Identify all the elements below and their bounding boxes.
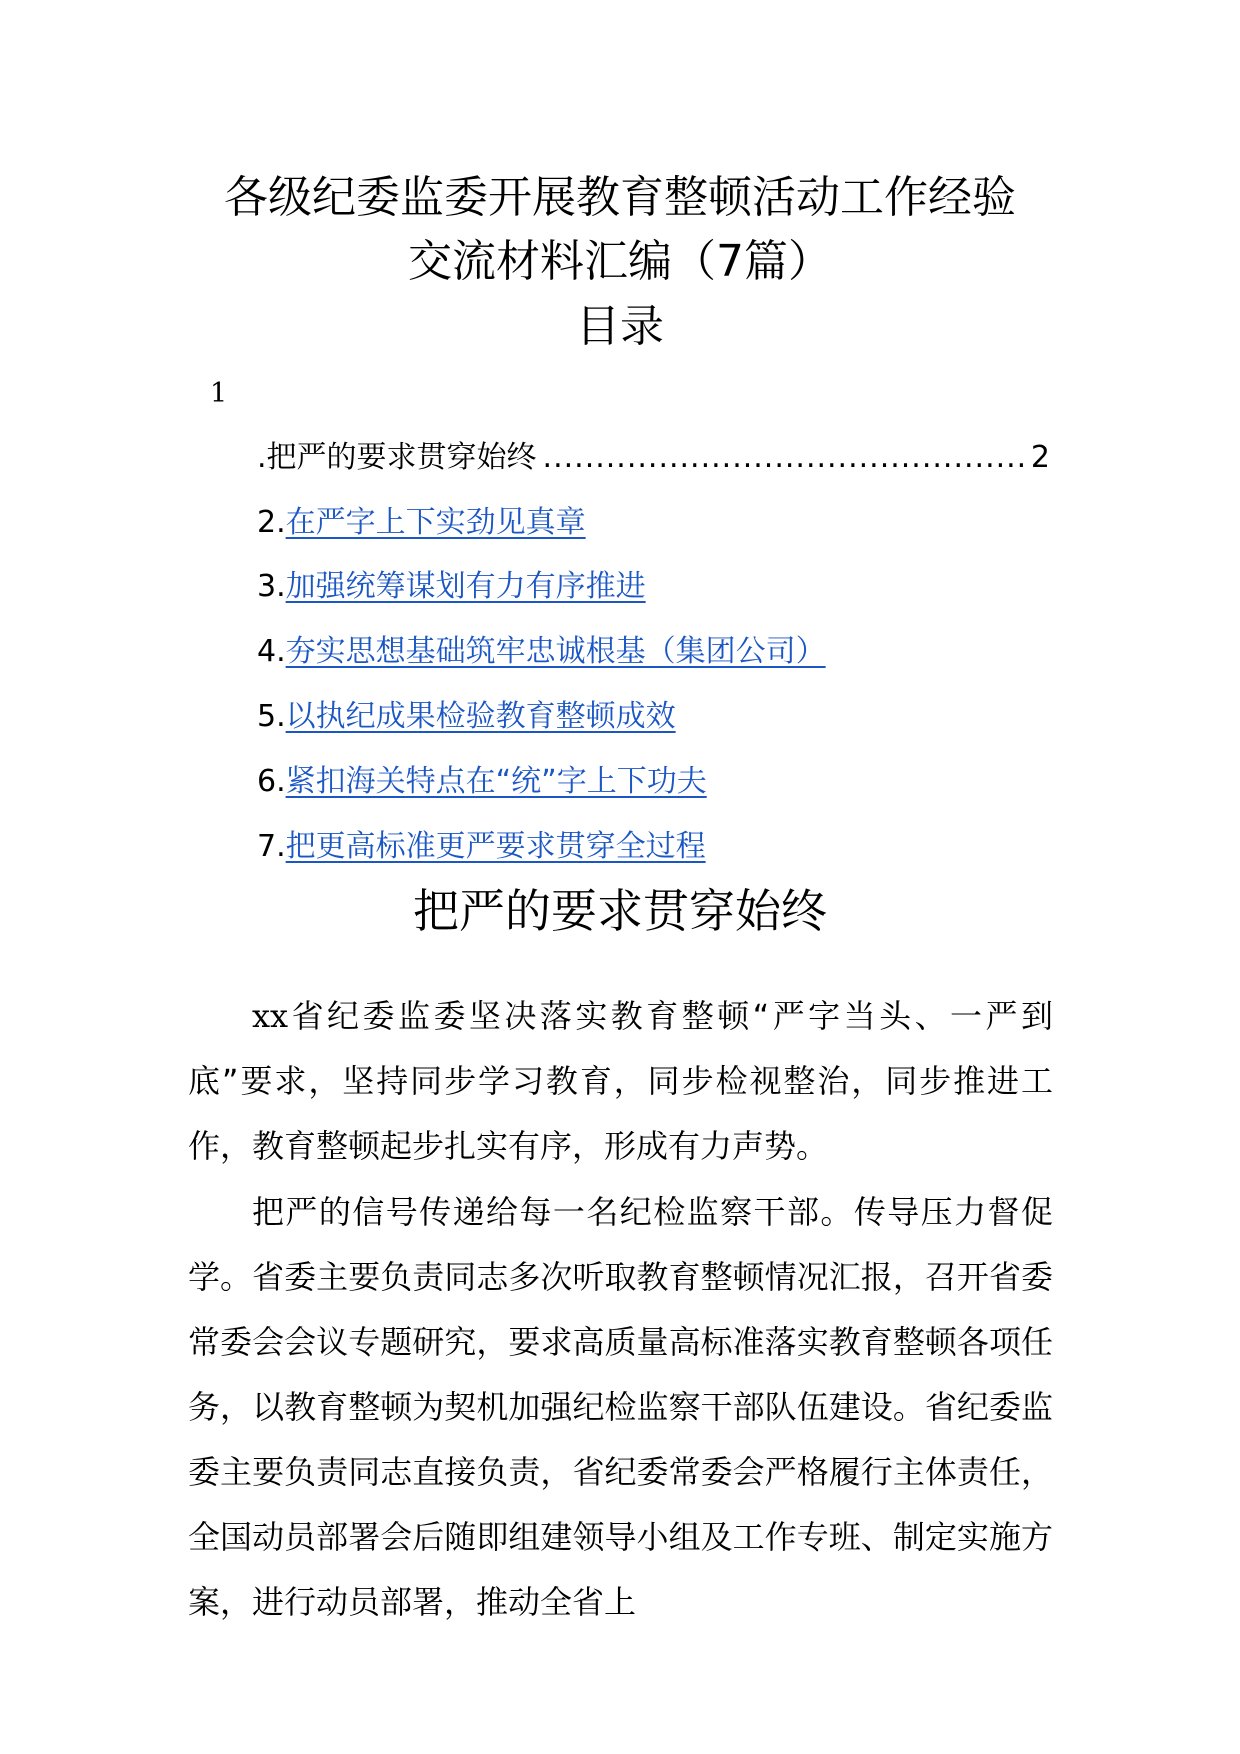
- document-title-line-1: 各级纪委监委开展教育整顿活动工作经验: [224, 172, 1016, 223]
- document-title-line-2: 交流材料汇编（7篇）: [408, 236, 832, 287]
- paragraph-prefix: xx: [252, 997, 289, 1035]
- toc-entry-5[interactable]: [257, 696, 676, 738]
- toc-heading: 目录: [576, 301, 664, 352]
- toc-entry-link[interactable]: 在严字上下实劲见真章: [285, 505, 586, 540]
- body-paragraph-2: 把严的信号传递给每一名纪检监察干部。传导压力督促学。省委主要负责同志多次听取教育整顿情况汇报，召开省委常委会会议专题研究，要求高质量高标准落实教育整顿各项任务，以教育整顿为契机加强纪检监察干部队伍建设。省纪委监委主要负责同志直接负责，省纪委常委会严格履行主体责任，全国动员部署会后随即组建领导小组及工作专班、制定实施方案，进行动员部署，推动全省上: [188, 1193, 1053, 1621]
- toc-entry-7[interactable]: [257, 826, 706, 868]
- toc-entry-1-label: .把严的要求贯穿始终: [257, 440, 537, 475]
- toc-dot-leader: [543, 437, 1025, 479]
- toc-entry-link[interactable]: 把更高标准更严要求贯穿全过程: [285, 829, 706, 864]
- body-paragraph-1: [188, 984, 1053, 1179]
- toc-entry-link[interactable]: 以执纪成果检验教育整顿成效: [285, 699, 676, 734]
- toc-entry-number: 4.: [257, 634, 286, 669]
- toc-entry-number: 5.: [257, 699, 286, 734]
- toc-entry-number: 3.: [257, 569, 286, 604]
- toc-entry-1-page: 2: [1030, 440, 1050, 475]
- toc-entry-6[interactable]: [257, 761, 707, 803]
- toc-entry-number: 2.: [257, 505, 286, 540]
- toc-stray-number: 1: [210, 378, 228, 409]
- toc-entry-link[interactable]: 紧扣海关特点在“统”字上下功夫: [285, 764, 707, 799]
- toc-entry-2[interactable]: [257, 502, 586, 544]
- section-heading: 把严的要求贯穿始终: [413, 884, 827, 938]
- toc-entry-1[interactable]: [257, 437, 1050, 479]
- toc-entry-number: 7.: [257, 829, 286, 864]
- toc-entry-3[interactable]: [257, 566, 646, 608]
- toc-entry-number: 6.: [257, 764, 286, 799]
- paragraph-text: 省纪委监委坚决落实教育整顿“严字当头、一严到底”要求，坚持同步学习教育，同步检视整治，同步推进工作，教育整顿起步扎实有序，形成有力声势。: [188, 997, 1053, 1165]
- toc-entry-4[interactable]: [257, 631, 826, 673]
- toc-entry-link[interactable]: 夯实思想基础筑牢忠诚根基（集团公司）: [285, 634, 826, 669]
- toc-entry-link[interactable]: 加强统筹谋划有力有序推进: [285, 569, 646, 604]
